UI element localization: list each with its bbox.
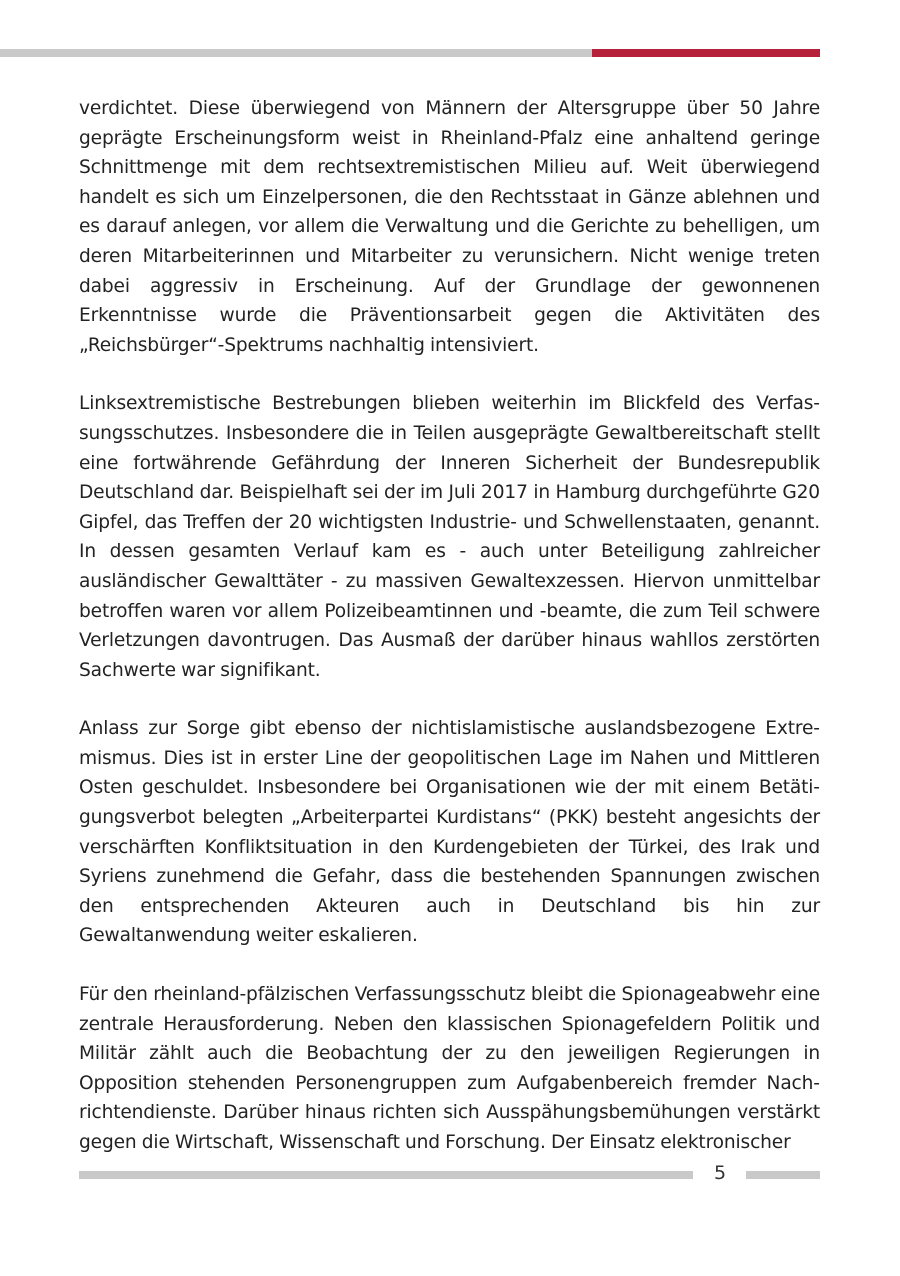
paragraph-spionageabwehr: Für den rheinland-pfälzischen Verfassungsschutz bleibt die Spionageabwehr eine zentrale Herausforderung. Neben den klassischen Spionagefeldern Politik und Militär zählt auch die Beobachtung der zu den jeweiligen Regierungen in Opposition stehenden Personengruppen zum Aufgabenbereich fremder Nachrichtendienste. Darüber hinaus richten sich Ausspähungsbemühungen verstärkt gegen die Wirtschaft, Wissenschaft und Forschung. Der Einsatz elektronischer bbox=[79, 984, 820, 1153]
paragraph-linksextremismus: Linksextremistische Bestrebungen blieben weiterhin im Blickfeld des Verfassungsschutzes. Insbesondere die in Teilen ausgeprägte Gewaltbereitschaft stellt eine fortwährende Gefährdung der Inneren Sicherheit der Bundesrepublik Deutschland dar. Beispielhaft sei der im Juli 2017 in Hamburg durchgeführte G20 Gipfel, das Treffen der 20 wichtigsten Industrie- und Schwellenstaaten, genannt. In dessen gesamten Verlauf kam es - auch unter Beteiligung zahlreicher ausländischer Gewalttäter - zu massiven Gewaltexzessen. Hiervon unmittelbar betroffen waren vor allem Polizeibeamtinnen und -beamte, die zum Teil schwere Verletzungen davontrugen. Das Ausmaß der darüber hinaus wahllos zerstörten Sachwerte war signifikant. bbox=[79, 393, 820, 681]
paragraph-auslandsextremismus: Anlass zur Sorge gibt ebenso der nichtislamistische auslandsbezogene Extremismus. Dies ist in erster Line der geopolitischen Lage im Nahen und Mittleren Osten geschuldet. Insbesondere bei Organisationen wie der mit einem Betätigungsverbot belegten „Arbeiterpartei Kurdistans“ (PKK) besteht angesichts der verschärften Konfliktsituation in den Kurdengebieten der Türkei, des Irak und Syriens zunehmend die Gefahr, dass die bestehenden Spannungen zwischen den entsprechenden Akteuren auch in Deutschland bis hin zur Gewaltanwendung weiter eskalieren. bbox=[79, 718, 820, 947]
footer-rule-left bbox=[79, 1171, 693, 1179]
paragraph-reichsbuerger: verdichtet. Diese überwiegend von Männern der Altersgruppe über 50 Jahre geprägte Erscheinungsform weist in Rheinland-Pfalz eine anhaltend geringe Schnittmenge mit dem rechtsextremistischen Milieu auf. Weit überwiegend handelt es sich um Einzelpersonen, die den Rechtsstaat in Gänze ablehnen und es darauf anlegen, vor allem die Verwaltung und die Gerichte zu behelligen, um deren Mitarbeiterinnen und Mitarbeiter zu verunsichern. Nicht wenige treten dabei aggressiv in Erscheinung. Auf der Grundlage der gewonnenen Erkenntnisse wurde die Präventionsarbeit gegen die Aktivitäten des „Reichsbürger“-Spektrums nachhaltig intensiviert. bbox=[79, 98, 820, 356]
page-body bbox=[79, 94, 820, 1158]
page-number: 5 bbox=[713, 1162, 727, 1184]
header-rule bbox=[0, 49, 592, 57]
footer-rule-right bbox=[746, 1171, 820, 1179]
header-accent-bar bbox=[592, 49, 820, 57]
